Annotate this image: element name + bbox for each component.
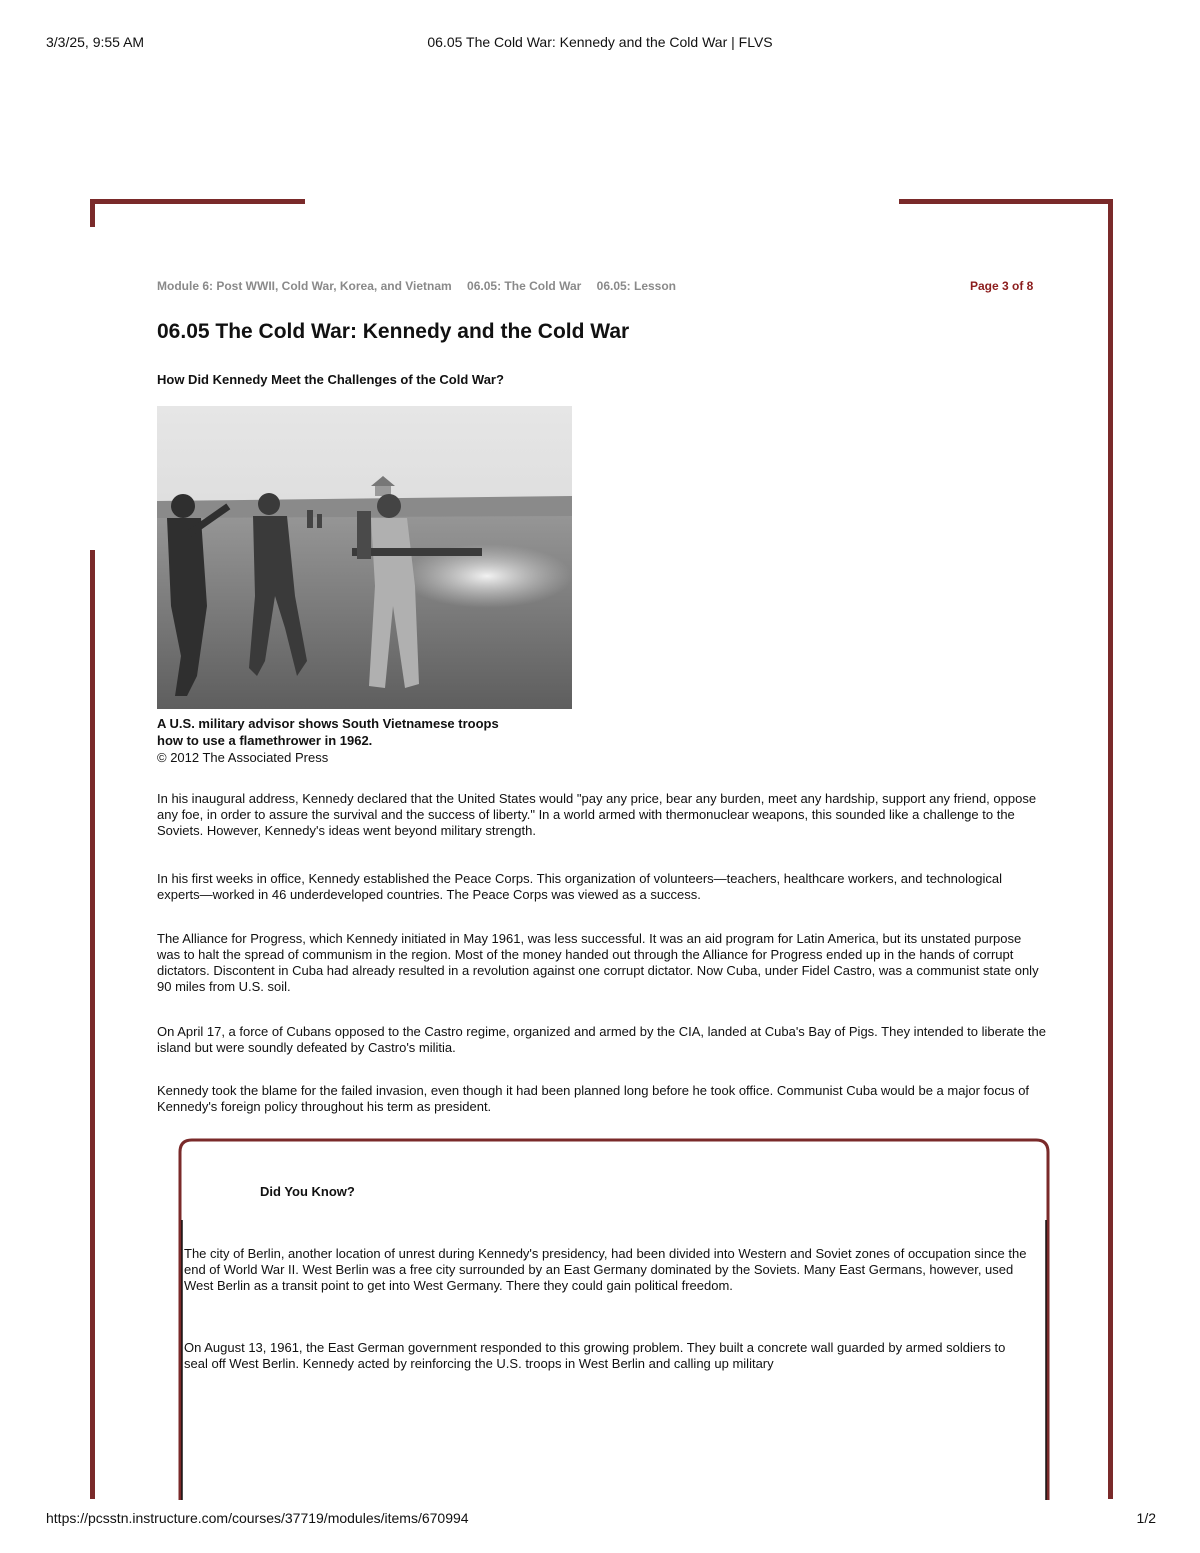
- caption-line-1: A U.S. military advisor shows South Vietnamese troops: [157, 716, 499, 731]
- print-page-number: 1/2: [1136, 1510, 1156, 1526]
- frame-top-left: [90, 199, 305, 204]
- paragraph-peace-corps: In his first weeks in office, Kennedy established the Peace Corps. This organization of volunteers—teachers, healthcare workers, and technological experts—worked in 46 underdeveloped countries. The Peace Corps was viewed as a success.: [157, 871, 1002, 902]
- print-date: 3/3/25, 9:55 AM: [46, 34, 145, 50]
- did-you-know-wall: On August 13, 1961, the East German government responded to this growing problem. They built a concrete wall guarded by armed soldiers to seal off West Berlin. Kennedy acted by reinforcing the U.S. troops in West Berlin and calling up military: [184, 1340, 1006, 1371]
- print-page-title: 06.05 The Cold War: Kennedy and the Cold War | FLVS: [427, 34, 773, 50]
- frame-top-right: [899, 199, 1113, 204]
- photo-credit: © 2012 The Associated Press: [157, 750, 329, 765]
- breadcrumb: [157, 279, 688, 293]
- paragraph-blame: Kennedy took the blame for the failed invasion, even though it had been planned long before he took office. Communist Cuba would be a major focus of Kennedy's foreign policy throughout his term as president.: [157, 1083, 1030, 1114]
- historical-photo: [157, 406, 572, 709]
- did-you-know-berlin: The city of Berlin, another location of unrest during Kennedy's presidency, had been divided into Western and Soviet zones of occupation since the end of World War II. West Berlin was a free city surrounded by an East Germany dominated by the Soviets. Many East Germans, however, used West Berlin as a transit point to get into West Germany. There they could gain political freedom.: [184, 1246, 1027, 1293]
- page-counter: Page 3 of 8: [970, 279, 1034, 293]
- photo-caption: [157, 715, 577, 766]
- did-you-know-heading: Did You Know?: [260, 1184, 355, 1199]
- print-url: https://pcsstn.instructure.com/courses/37719/modules/items/670994: [46, 1510, 469, 1526]
- breadcrumb-module[interactable]: Module 6: Post WWII, Cold War, Korea, and Vietnam: [157, 279, 452, 293]
- paragraph-bay-of-pigs: On April 17, a force of Cubans opposed to the Castro regime, organized and armed by the CIA, landed at Cuba's Bay of Pigs. They intended to liberate the island but were soundly defeated by Castro's militia.: [157, 1024, 1046, 1055]
- frame-left-upper: [90, 199, 95, 227]
- lesson-subtitle: How Did Kennedy Meet the Challenges of the Cold War?: [157, 372, 504, 387]
- paragraph-inaugural: In his inaugural address, Kennedy declared that the United States would "pay any price, bear any burden, meet any hardship, support any friend, oppose any foe, in order to assure the survival and the success of liberty." In a world armed with thermonuclear weapons, this sounded like a challenge to the Soviets. However, Kennedy's ideas went beyond military strength.: [157, 791, 1037, 838]
- frame-left-lower: [90, 550, 95, 1499]
- breadcrumb-topic[interactable]: 06.05: The Cold War: [467, 279, 582, 293]
- paragraph-alliance: The Alliance for Progress, which Kennedy initiated in May 1961, was less successful. It was an aid program for Latin America, but its unstated purpose was to halt the spread of communism in the region. Most of the money handed out through the Alliance for Progress ended up in the hands of corrupt dictators. Discontent in Cuba had already resulted in a revolution against one corrupt dictator. Now Cuba, under Fidel Castro, was a communist state only 90 miles from U.S. soil.: [157, 931, 1039, 994]
- lesson-title: 06.05 The Cold War: Kennedy and the Cold War: [157, 320, 630, 343]
- breadcrumb-lesson[interactable]: 06.05: Lesson: [596, 279, 677, 293]
- frame-right: [1108, 199, 1113, 1499]
- caption-line-2: how to use a flamethrower in 1962.: [157, 733, 373, 748]
